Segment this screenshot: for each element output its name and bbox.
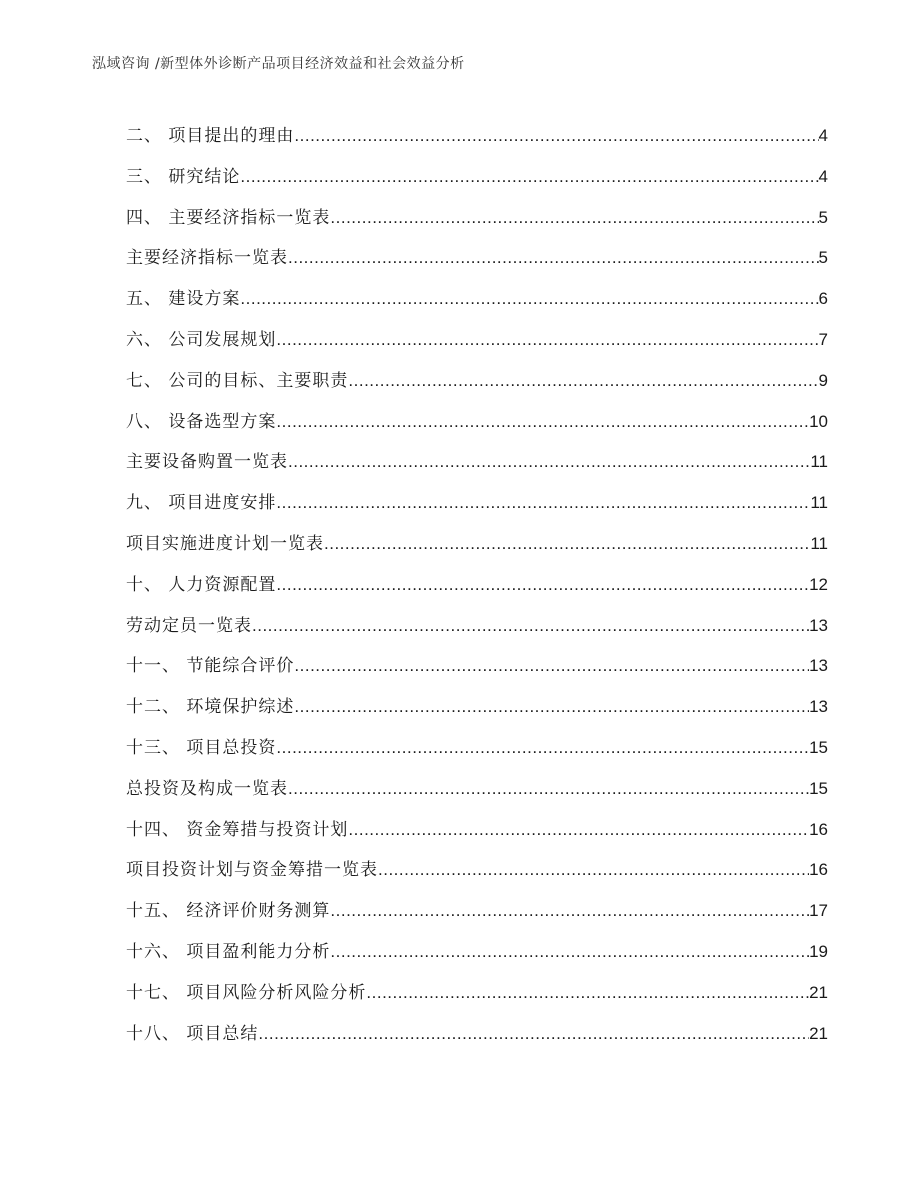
toc-entry[interactable]: [126, 932, 828, 973]
toc-entry-title: 十三、 项目总投资: [126, 737, 277, 758]
toc-page-number: 11: [810, 493, 828, 513]
toc-dot-leader: [330, 891, 809, 932]
toc-entry-title: 十一、 节能综合评价: [126, 656, 295, 677]
toc-entry[interactable]: [126, 810, 828, 851]
toc-page-number: 21: [809, 1023, 828, 1043]
toc-dot-leader: [330, 198, 818, 239]
toc-entry-title: 项目投资计划与资金筹措一览表: [126, 860, 378, 881]
toc-page-number: 13: [809, 656, 828, 676]
toc-dot-leader: [252, 606, 809, 647]
toc-page-number: 5: [818, 207, 828, 227]
toc-page-number: 21: [809, 982, 828, 1002]
toc-dot-leader: [294, 687, 809, 728]
toc-entry-title: 十六、 项目盈利能力分析: [126, 941, 331, 962]
toc-dot-leader: [294, 646, 809, 687]
toc-page-number: 13: [809, 615, 828, 635]
toc-page-number: 5: [818, 248, 828, 268]
toc-dot-leader: [276, 402, 809, 443]
toc-entry[interactable]: [126, 116, 828, 157]
toc-dot-leader: [378, 850, 809, 891]
toc-entry[interactable]: [126, 524, 828, 565]
toc-dot-leader: [288, 769, 809, 810]
toc-entry[interactable]: [126, 442, 828, 483]
toc-dot-leader: [240, 157, 818, 198]
toc-dot-leader: [348, 361, 818, 402]
toc-entry[interactable]: [126, 769, 828, 810]
toc-entry[interactable]: [126, 483, 828, 524]
toc-entry[interactable]: [126, 973, 828, 1014]
toc-entry-title: 九、 项目进度安排: [126, 493, 277, 514]
toc-page-number: 4: [818, 166, 828, 186]
toc-entry[interactable]: [126, 1014, 828, 1055]
toc-dot-leader: [276, 728, 809, 769]
toc-page-number: 15: [809, 737, 828, 757]
toc-dot-leader: [288, 238, 819, 279]
toc-entry[interactable]: [126, 646, 828, 687]
toc-dot-leader: [348, 810, 809, 851]
toc-page-number: 7: [818, 329, 828, 349]
toc-entry-title: 四、 主要经济指标一览表: [126, 207, 331, 228]
toc-dot-leader: [276, 483, 810, 524]
toc-entry[interactable]: [126, 198, 828, 239]
toc-page-number: 11: [810, 452, 828, 472]
toc-entry-title: 主要设备购置一览表: [126, 452, 288, 473]
toc-entry-title: 劳动定员一览表: [126, 615, 252, 636]
toc-entry-title: 三、 研究结论: [126, 166, 241, 187]
toc-dot-leader: [324, 524, 810, 565]
toc-entry-title: 五、 建设方案: [126, 289, 241, 310]
toc-entry-title: 八、 设备选型方案: [126, 411, 277, 432]
toc-page-number: 17: [809, 901, 828, 921]
toc-entry-title: 二、 项目提出的理由: [126, 126, 295, 146]
toc-dot-leader: [276, 320, 818, 361]
toc-dot-leader: [294, 116, 818, 157]
toc-entry-title: 总投资及构成一览表: [126, 778, 288, 799]
toc-page-number: 13: [809, 697, 828, 717]
toc-entry[interactable]: [126, 850, 828, 891]
toc-page-number: 16: [809, 860, 828, 880]
toc-entry-title: 十八、 项目总结: [126, 1023, 259, 1044]
toc-entry-title: 项目实施进度计划一览表: [126, 533, 324, 554]
toc-dot-leader: [366, 973, 809, 1014]
toc-entry[interactable]: [126, 606, 828, 647]
table-of-contents: [126, 116, 828, 1054]
toc-entry-title: 十、 人力资源配置: [126, 574, 277, 595]
toc-entry-title: 十二、 环境保护综述: [126, 697, 295, 718]
toc-entry[interactable]: [126, 728, 828, 769]
toc-dot-leader: [288, 442, 810, 483]
toc-page-number: 12: [809, 574, 828, 594]
toc-entry[interactable]: [126, 565, 828, 606]
toc-page-number: 9: [818, 370, 828, 390]
page-header: 泓域咨询 /新型体外诊断产品项目经济效益和社会效益分析: [92, 56, 465, 72]
toc-page-number: 10: [809, 411, 828, 431]
toc-entry-title: 十七、 项目风险分析风险分析: [126, 982, 367, 1003]
toc-entry-title: 六、 公司发展规划: [126, 329, 277, 350]
toc-page-number: 19: [809, 941, 828, 961]
toc-entry-title: 七、 公司的目标、主要职责: [126, 370, 349, 391]
toc-entry-title: 主要经济指标一览表: [126, 248, 288, 269]
toc-entry-title: 十四、 资金筹措与投资计划: [126, 819, 349, 840]
toc-dot-leader: [276, 565, 809, 606]
toc-entry[interactable]: [126, 402, 828, 443]
toc-entry[interactable]: [126, 320, 828, 361]
toc-entry[interactable]: [126, 891, 828, 932]
toc-entry[interactable]: [126, 687, 828, 728]
toc-entry[interactable]: [126, 279, 828, 320]
toc-dot-leader: [258, 1014, 809, 1055]
toc-dot-leader: [330, 932, 809, 973]
toc-page-number: 6: [818, 289, 828, 309]
toc-page-number: 4: [818, 126, 828, 145]
toc-page-number: 15: [809, 778, 828, 798]
toc-page-number: 16: [809, 819, 828, 839]
toc-dot-leader: [240, 279, 818, 320]
toc-entry[interactable]: [126, 238, 828, 279]
toc-page-number: 11: [810, 533, 828, 553]
toc-entry[interactable]: [126, 361, 828, 402]
toc-entry[interactable]: [126, 157, 828, 198]
toc-entry-title: 十五、 经济评价财务测算: [126, 901, 331, 922]
